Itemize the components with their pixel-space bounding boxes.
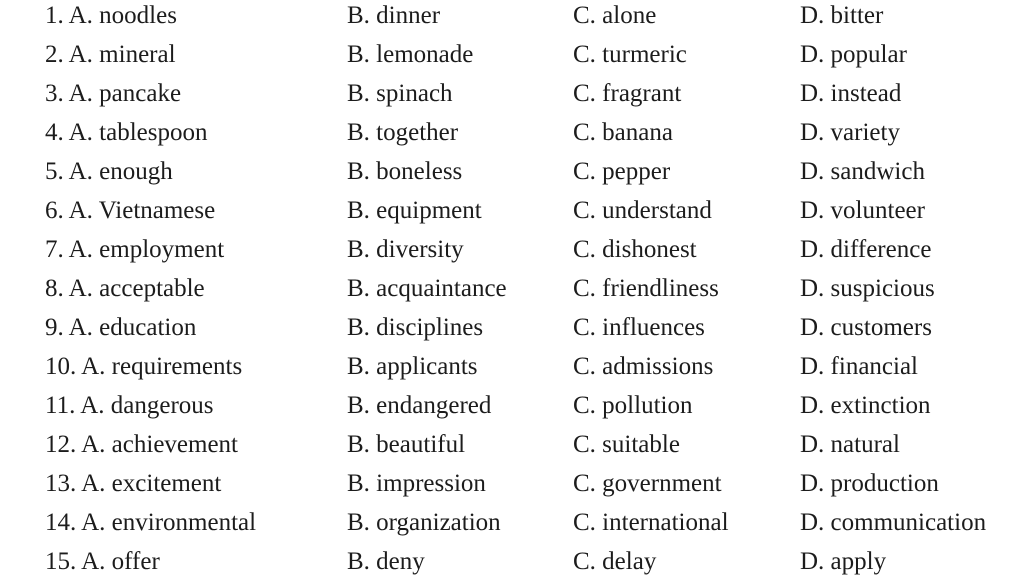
option-d: D. communication [800, 509, 987, 536]
option-c: C. dishonest [573, 236, 697, 263]
question-number: 15. [45, 548, 77, 575]
question-number: 11. [45, 392, 76, 419]
option-a: 10. A. requirements [45, 353, 243, 380]
question-number: 2. [45, 41, 64, 68]
option-a: 4. A. tablespoon [45, 119, 208, 146]
option-d: D. popular [800, 41, 907, 68]
option-c: C. banana [573, 119, 673, 146]
option-d: D. production [800, 470, 939, 497]
question-row-15 [0, 542, 1024, 581]
option-a: 9. A. education [45, 314, 197, 341]
option-a: 15. A. offer [45, 548, 160, 575]
option-d: D. variety [800, 119, 900, 146]
option-b: B. dinner [347, 2, 441, 29]
option-d: D. suspicious [800, 275, 935, 302]
question-number: 13. [45, 470, 77, 497]
option-d: D. customers [800, 314, 932, 341]
option-c: C. admissions [573, 353, 714, 380]
option-c: C. government [573, 470, 722, 497]
option-b: B. organization [347, 509, 501, 536]
question-row-10 [0, 347, 1024, 386]
option-c: C. friendliness [573, 275, 719, 302]
option-c: C. suitable [573, 431, 680, 458]
option-c: C. pepper [573, 158, 671, 185]
question-row-9 [0, 308, 1024, 347]
question-row-4 [0, 113, 1024, 152]
option-b: B. disciplines [347, 314, 484, 341]
option-d: D. extinction [800, 392, 931, 419]
question-number: 10. [45, 353, 77, 380]
option-c: C. influences [573, 314, 705, 341]
option-b: B. acquaintance [347, 275, 507, 302]
option-a: 13. A. excitement [45, 470, 222, 497]
option-b: B. together [347, 119, 459, 146]
option-b: B. lemonade [347, 41, 474, 68]
option-a: 11. A. dangerous [45, 392, 214, 419]
option-d: D. bitter [800, 2, 884, 29]
question-row-7 [0, 230, 1024, 269]
option-a: 3. A. pancake [45, 80, 182, 107]
question-row-2 [0, 35, 1024, 74]
option-d: D. difference [800, 236, 932, 263]
option-b: B. equipment [347, 197, 482, 224]
question-row-12 [0, 425, 1024, 464]
question-number: 1. [45, 2, 64, 29]
option-a: 12. A. achievement [45, 431, 238, 458]
option-d: D. sandwich [800, 158, 925, 185]
option-b: B. impression [347, 470, 486, 497]
question-number: 14. [45, 509, 77, 536]
option-c: C. international [573, 509, 729, 536]
option-a: 8. A. acceptable [45, 275, 205, 302]
question-row-1 [0, 0, 1024, 35]
option-d: D. apply [800, 548, 887, 575]
option-c: C. delay [573, 548, 657, 575]
option-d: D. natural [800, 431, 900, 458]
question-row-6 [0, 191, 1024, 230]
option-d: D. financial [800, 353, 919, 380]
option-a: 14. A. environmental [45, 509, 257, 536]
option-b: B. deny [347, 548, 425, 575]
option-a: 1. A. noodles [45, 2, 177, 29]
option-b: B. spinach [347, 80, 453, 107]
option-a: 7. A. employment [45, 236, 225, 263]
question-number: 4. [45, 119, 64, 146]
option-c: C. understand [573, 197, 712, 224]
question-row-11 [0, 386, 1024, 425]
question-row-3 [0, 74, 1024, 113]
option-d: D. volunteer [800, 197, 925, 224]
question-number: 5. [45, 158, 64, 185]
option-b: B. diversity [347, 236, 464, 263]
option-b: B. boneless [347, 158, 463, 185]
option-c: C. pollution [573, 392, 693, 419]
question-number: 9. [45, 314, 64, 341]
question-row-5 [0, 152, 1024, 191]
option-b: B. endangered [347, 392, 492, 419]
question-number: 12. [45, 431, 77, 458]
option-a: 6. A. Vietnamese [45, 197, 216, 224]
question-row-13 [0, 464, 1024, 503]
question-number: 3. [45, 80, 64, 107]
question-number: 7. [45, 236, 64, 263]
option-d: D. instead [800, 80, 902, 107]
option-a: 2. A. mineral [45, 41, 176, 68]
question-number: 8. [45, 275, 64, 302]
option-c: C. turmeric [573, 41, 687, 68]
option-c: C. fragrant [573, 80, 682, 107]
option-c: C. alone [573, 2, 657, 29]
option-b: B. applicants [347, 353, 478, 380]
option-a: 5. A. enough [45, 158, 173, 185]
question-row-14 [0, 503, 1024, 542]
question-row-8 [0, 269, 1024, 308]
question-number: 6. [45, 197, 64, 224]
option-b: B. beautiful [347, 431, 466, 458]
